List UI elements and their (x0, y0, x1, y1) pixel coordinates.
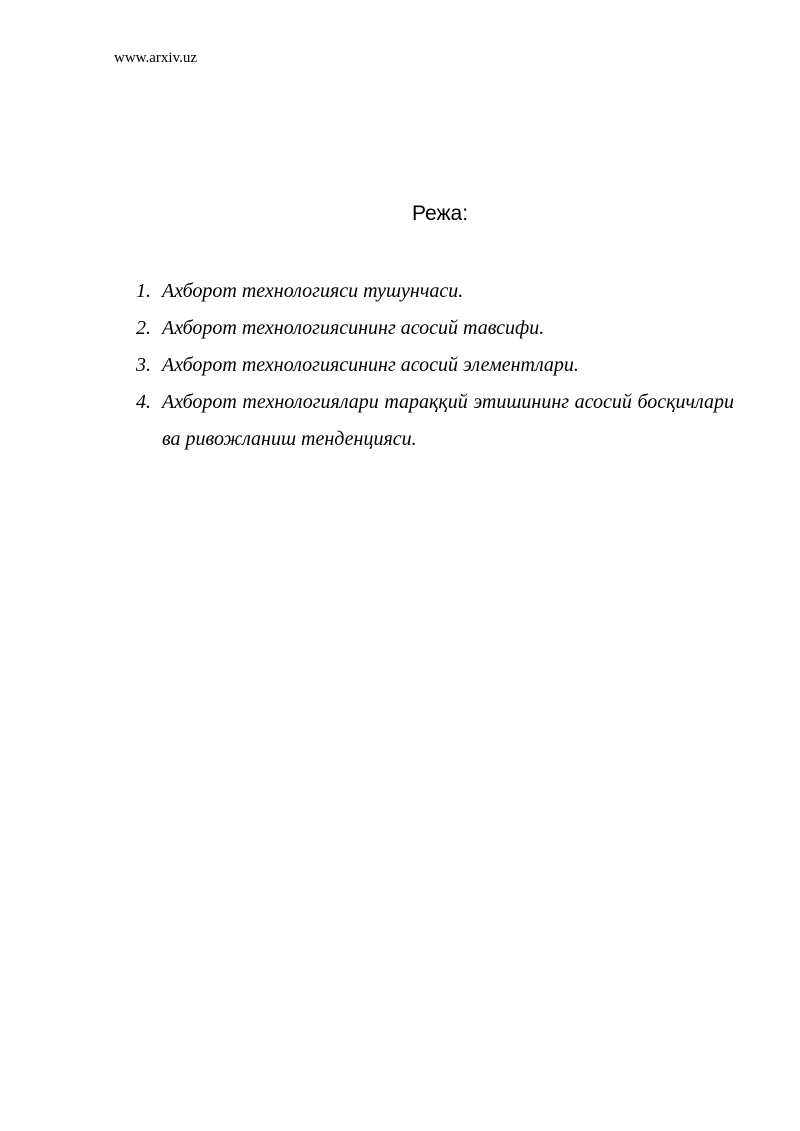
list-item-text: Ахборот технологиялари тараққий этишининг асосий босқичлари ва ривожланиш тенденцияси. (162, 391, 734, 450)
list-item (136, 384, 734, 458)
list-item-text: Ахборот технологиясининг асосий элементлари. (162, 354, 579, 376)
list-item-text: Ахборот технологияси тушунчаси. (162, 280, 464, 302)
list-item-number: 4. (136, 391, 151, 413)
list-item (136, 347, 734, 384)
header-site-url: www.arxiv.uz (114, 50, 198, 66)
list-item (136, 273, 734, 310)
outline-list (136, 273, 734, 458)
list-item-number: 2. (136, 317, 151, 339)
list-item-number: 3. (136, 354, 151, 376)
list-item-number: 1. (136, 280, 151, 302)
page-title: Режа: (411, 202, 469, 225)
list-item-text: Ахборот технологиясининг асосий тавсифи. (162, 317, 545, 339)
list-item (136, 310, 734, 347)
